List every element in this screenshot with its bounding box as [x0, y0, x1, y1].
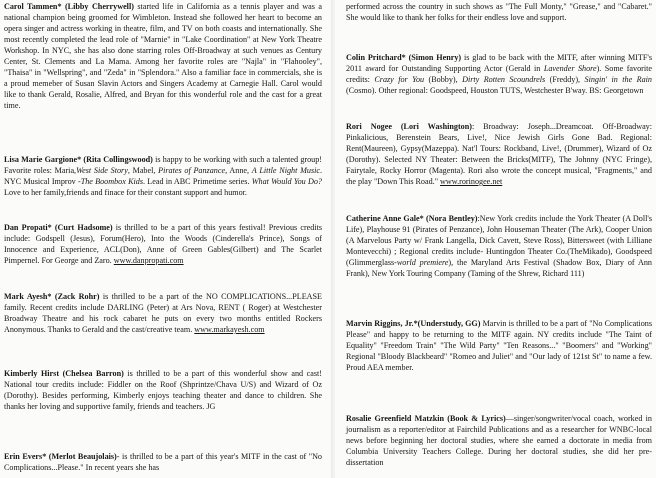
bio-kimberly-hirst [4, 368, 322, 412]
bio-credit: A Little Night Music [251, 166, 320, 175]
bio-credit: world premiere [396, 258, 449, 267]
bio-text: started life in California as a tennis player and was a national champion being groomed for Wimbleton. Instead she followed her heart to become an opera singer and actress working in theatre, film, and TV on both coasts and internationally. She most recently completed the lead role of "Marnie" in "Lake Coordination" at New York Theatre Workshop. In NYC, she has also done starring roles Off-Broadway at such venues as Century Center, St. Clements and La Mama. Among her favorite roles are "Najla" in "Flahooley", "Thaisa" in "Wellspring", and "Zeda" in "Splendora." Also a familiar face in commercials, she is a proud memeber of Susan Slavin Actors and Singers Academy at Carnegie Hall. Carol would like to thank Gerald, Rosalie, Alfred, and Bryan for this wonderful role and the cast for a great time. [4, 2, 322, 110]
bio-credit: Lavender Shore [543, 64, 597, 73]
bio-catherine-anne-gale [346, 213, 652, 279]
bio-name: Erin Evers* (Merlot Beaujolais) [4, 452, 117, 461]
bio-credit: Singin' in the Rain [584, 75, 652, 84]
bio-text: is happy to be working with such a talented group! Favorite roles: Maria, [4, 155, 322, 175]
bio-dan-propati [4, 222, 322, 266]
bio-credit: Crazy for You [374, 75, 425, 84]
bio-text: , Mabel, [127, 166, 159, 175]
bio-lisa-marie-gargione [4, 154, 322, 198]
bio-name: Kimberly Hirst (Chelsea Barron) [4, 369, 124, 378]
bio-erin-evers-continued [346, 1, 652, 23]
bio-text: —singer/songwriter/vocal coach, worked in journalism as a reporter/editor at Fairchild Publications and as a researcher for WNBC-local news before beginning her doctoral studies, where she earned a doctorate in media from Columbia University Teachers College. During her doctoral studies, she did her pre-dissertation [346, 414, 652, 467]
bio-text: (Cosmo). Other regional: Goodspeed, Houston TUTS, Westchester B'way. BS: Georgetown [346, 86, 644, 95]
bio-text: : Broadway: Joseph...Dreamcoat. Off-Broadway: Pinkalicious, Berenstein Bears, Live!, Nice Jewish Girls Gone Bad. Regional: Rent(Maureen), Gypsy(Mazeppa). Nat'l Tours: Rockband, Live!, (Drummer), Wizard of Oz (Dorothy). Selected NY Theater: Between the Bricks(MITF), The Johnny (NYC Fringe), Fairytale, Rocky Horror (Magenta). Rori also wrote the concept musical, "Fragments," and the play "Down This Road." [346, 122, 652, 186]
bio-text: :New York credits include the York Theater (A Doll's Life), Playhouse 91 (Pirates of Penzance), John Houseman Theater (The Ark), Cooper Union (A Marvelous Party w/ Frank Langella, Dick Cavett, Steve Ross), Bittersweet (with Lilliane Montevecchi) ; Regional credits include- Huntingdon Theater Co.(TheMikado), Goodspeed (Glimmerglass- [346, 214, 652, 267]
bio-carol-tammen [4, 1, 322, 111]
bio-text: (Freddy), [545, 75, 585, 84]
bio-credit: West Side Story [76, 166, 128, 175]
bio-credit: The Boombox Kids [80, 177, 143, 186]
bio-name: Rori Nogee (Lori Washington) [346, 122, 472, 131]
bio-name: Dan Propati* (Curt Hadsome) [4, 223, 113, 232]
bio-rori-nogee [346, 121, 652, 187]
website-link[interactable]: www.danpropati.com [113, 256, 184, 265]
bio-text: . NYC Musical Improv - [4, 166, 322, 186]
bio-erin-evers [4, 451, 322, 473]
bio-text: ), the Maryland Arts Festival (Shadow Box, Diary of Ann Frank), New York Touring Company (Taming of the Shrew, Richard 111) [346, 258, 652, 278]
bio-name: Carol Tammen* (Libby Cherrywell) [4, 2, 134, 11]
bio-text: is thrilled to be a part of the NO COMPLICATIONS...PLEASE family. Recent credits include DARLING (Peter) at Ars Nova, RENT ( Roger) at Westchester Broadway Theatre and his rock cabaret he puts on every two months entitled Rockers Anonymous. Thanks to Gerald and the cast/creative team. [4, 292, 323, 334]
bio-rosalie-greenfield-matzkin [346, 413, 652, 468]
bio-mark-ayesh [4, 291, 322, 335]
bio-name: Lisa Marie Gargione* (Rita Collingswood) [4, 155, 153, 164]
bio-name: Catherine Anne Gale* (Nora Bentley) [346, 214, 478, 223]
bio-text: Marvin is thrilled to be a part of "No Complications Please" and happy to be returning to the MITF again. NY credits include "The Taint of Equality" "Freedom Train" "The Wild Party" "Ten Reasons..." "Boomers" and "Working" Regional "Bloody Blackbeard" "Romeo and Juliet" and "Our lady of 121st St" to name a few. Proud AEA member. [346, 319, 652, 372]
bio-text: . Lead in ABC Primetime series. [143, 177, 252, 186]
bio-name: Marvin Riggins, Jr.*(Understudy, GG) [346, 319, 481, 328]
bio-name: Rosalie Greenfield Matzkin (Book & Lyrics) [346, 414, 506, 423]
bio-marvin-riggins [346, 318, 652, 373]
bio-text: is thrilled to be a part of this years festival! Previous credits include: Godspell (Jesus), Forum(Hero), Into the Woods (Cinderella's Prince), Songs of Innocence and Experience, ACL(Don), Anne of Green Gables(Gilbert) and The Scarlet Pimpernel. For George and Zaro. [4, 223, 322, 265]
bio-name: Colin Pritchard* (Simon Henry) [346, 53, 462, 62]
bio-text: - is thrilled to be a part of this year's MITF in the cast of "No Complications...Please." In recent years she has [4, 452, 322, 472]
bio-text: Love to her family,friends and finace for their constant support and humor. [4, 188, 247, 197]
bio-text: performed across the country in such shows as "The Full Monty," "Grease," and "Cabaret." She would like to thank her folks for their endless love and support. [346, 2, 652, 22]
bio-credit: What Would You Do? [251, 177, 322, 186]
bio-credit: Dirty Rotten Scoundrels [462, 75, 546, 84]
bio-text: ). Some favorite credits: [346, 64, 652, 84]
bio-text: is thrilled to be a part of this wonderful show and cast! National tour credits include: Fiddler on the Roof (Shprintze/Chava U/S) and Wizard of Oz (Dorothy). Besides performing, Kimberly enjoys teaching theater and dance to children. She thanks her loving and supportive family, friends and teachers. JG [4, 369, 322, 411]
website-link[interactable]: www.rorinogee.net [440, 177, 503, 186]
bio-name: Mark Ayesh* (Zack Rohr) [4, 292, 100, 301]
page-gutter [331, 0, 335, 478]
bio-colin-pritchard [346, 52, 652, 96]
bio-text: (Bobby), [424, 75, 463, 84]
bio-text: , Anne, [225, 166, 252, 175]
website-link[interactable]: www.markayesh.com [194, 325, 265, 334]
bio-text: is glad to be back with the MITF, after winning MITF's 2011 award for Outstanding Supporting Actor (Gerald in [346, 53, 652, 73]
bio-credit: Pirates of Panzance [158, 166, 226, 175]
